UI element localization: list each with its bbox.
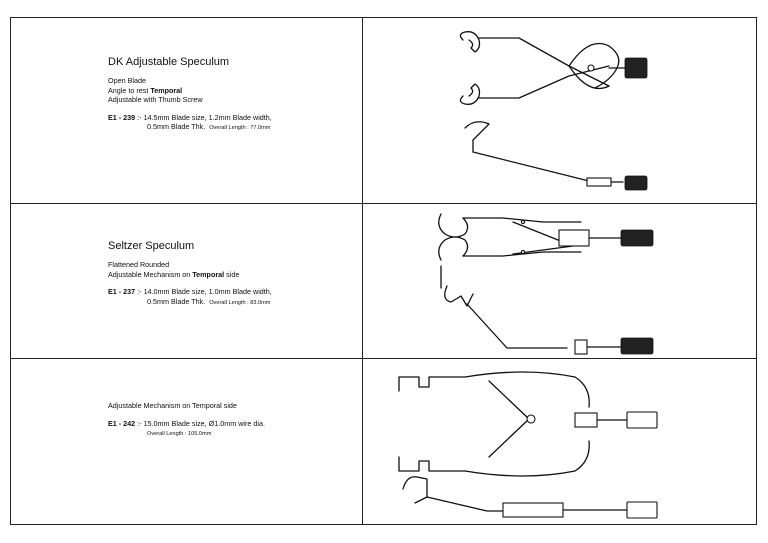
top-view-instrument [399,372,657,476]
wire-speculum-drawing [363,359,757,524]
catalog-sheet [10,17,757,525]
feature-text: side [224,269,240,279]
product-code: E1 - 239 [108,112,136,122]
top-view-instrument [439,214,653,260]
seltzer-speculum-drawing [363,204,757,358]
feature-bold: Temporal [150,85,183,95]
feature-line: Open Blade [108,76,146,85]
feature-line [108,86,358,96]
product-description [108,56,358,134]
top-view-instrument [460,32,647,105]
product-title: DK Adjustable Speculum [108,56,230,68]
spec-line: 15.0mm Blade size, Ø1.0mm wire dia. [143,418,265,428]
product-description [108,240,358,308]
spec-line: 0.5mm Blade Thk. [147,122,206,131]
spec-block [108,419,358,440]
product-row-seltzer-speculum [11,204,756,359]
feature-text: Adjustable Mechanism on [108,269,193,279]
side-view-instrument [403,477,657,518]
spec-line: 14.5mm Blade size, 1.2mm Blade width, [143,112,272,122]
product-row-wire-speculum [11,359,756,524]
side-view-instrument [441,266,653,354]
spec-separator: :- [135,287,144,296]
feature-line [108,270,358,280]
spec-separator: :- [135,418,144,428]
spec-block [108,113,358,134]
side-view-instrument [465,122,647,190]
dk-speculum-drawing [363,18,757,203]
spec-block [108,287,358,308]
feature-line: Adjustable Mechanism on Temporal side [108,401,237,410]
product-code: E1 - 242 [108,418,136,428]
feature-line: Adjustable with Thumb Screw [108,95,203,104]
product-code: E1 - 237 [108,287,136,296]
spec-separator: :- [135,112,144,122]
overall-length: Overall Length : 77.0mm [209,125,271,131]
feature-bold: Temporal [192,269,225,279]
overall-length: Overall Length : 105.0mm [147,431,212,437]
product-description [108,401,358,440]
feature-text: Angle to rest [108,85,151,95]
spec-line: 14.0mm Blade size, 1.0mm Blade width, [143,287,272,296]
overall-length: Overall Length : 83.0mm [209,299,271,306]
feature-line: Flattened Rounded [108,260,170,269]
spec-line: 0.5mm Blade Thk. [147,296,206,306]
product-row-dk-speculum [11,18,756,204]
product-title: Seltzer Speculum [108,240,195,252]
